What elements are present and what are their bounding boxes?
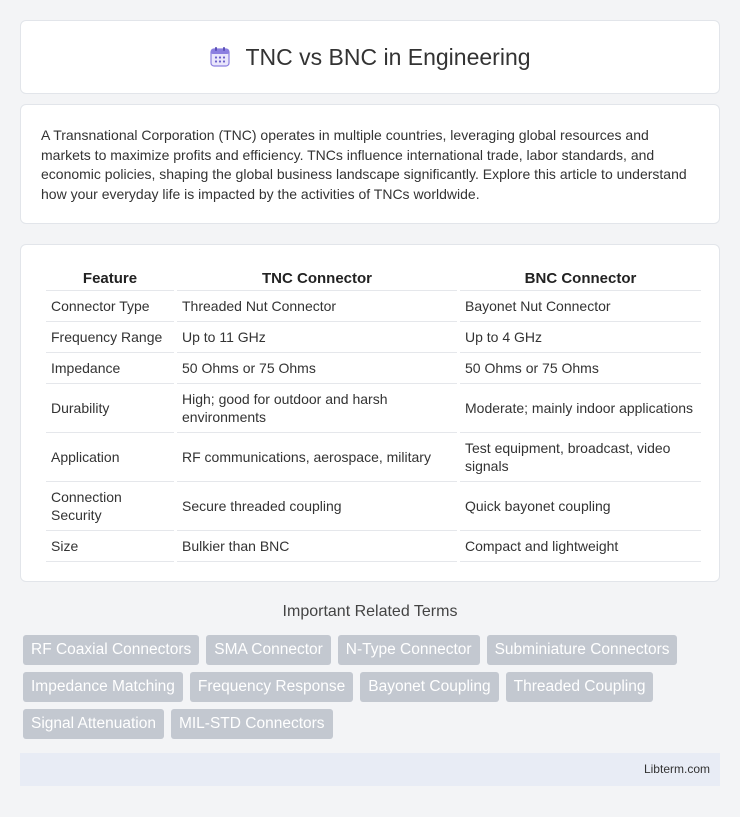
table-cell: Compact and lightweight [460, 531, 701, 562]
table-row [46, 322, 701, 353]
header [209, 44, 530, 71]
table-cell: Quick bayonet coupling [460, 482, 701, 531]
table-cell: Impedance [46, 353, 174, 384]
related-terms-list [23, 635, 723, 739]
term-tag[interactable]: Frequency Response [190, 672, 353, 702]
column-header-feature: Feature [46, 265, 174, 291]
term-tag[interactable]: Impedance Matching [23, 672, 183, 702]
table-cell: Application [46, 433, 174, 482]
table-cell: RF communications, aerospace, military [177, 433, 457, 482]
related-terms-heading: Important Related Terms [282, 603, 458, 620]
table-row [46, 384, 701, 433]
table-cell: 50 Ohms or 75 Ohms [460, 353, 701, 384]
table-cell: Threaded Nut Connector [177, 291, 457, 322]
term-tag[interactable]: Subminiature Connectors [487, 635, 678, 665]
table-cell: Up to 4 GHz [460, 322, 701, 353]
table-row [46, 482, 701, 531]
page-title: TNC vs BNC in Engineering [245, 43, 531, 70]
term-tag[interactable]: MIL-STD Connectors [171, 709, 333, 739]
comparison-table [43, 265, 704, 562]
term-tag[interactable]: Signal Attenuation [23, 709, 164, 739]
table-row [46, 433, 701, 482]
term-tag[interactable]: Bayonet Coupling [360, 672, 498, 702]
table-header-row [46, 265, 701, 291]
table-cell: Durability [46, 384, 174, 433]
intro-paragraph: A Transnational Corporation (TNC) operates in multiple countries, leveraging global resources and markets to maximize profits and efficiency. TNCs influence international trade, labor standards, and economic policies, shaping the global business landscape significantly. Explore this article to understand how your everyday life is impacted by the activities of TNCs worldwide. [41, 127, 687, 202]
intro-card [20, 104, 720, 224]
term-tag[interactable]: N-Type Connector [338, 635, 480, 665]
column-header-tnc: TNC Connector [177, 265, 457, 291]
table-cell: Test equipment, broadcast, video signals [460, 433, 701, 482]
footer-site-link[interactable]: Libterm.com [643, 762, 710, 776]
term-tag[interactable]: SMA Connector [206, 635, 331, 665]
table-cell: Connector Type [46, 291, 174, 322]
table-row [46, 353, 701, 384]
calendar-icon [209, 46, 231, 68]
column-header-bnc: BNC Connector [460, 265, 701, 291]
table-row [46, 291, 701, 322]
term-tag[interactable]: Threaded Coupling [506, 672, 654, 702]
footer [20, 753, 720, 786]
table-row [46, 531, 701, 562]
table-cell: Moderate; mainly indoor applications [460, 384, 701, 433]
table-cell: Frequency Range [46, 322, 174, 353]
comparison-table-card [20, 244, 720, 582]
table-cell: Size [46, 531, 174, 562]
table-cell: 50 Ohms or 75 Ohms [177, 353, 457, 384]
table-cell: Bayonet Nut Connector [460, 291, 701, 322]
table-cell: High; good for outdoor and harsh environments [177, 384, 457, 433]
term-tag[interactable]: RF Coaxial Connectors [23, 635, 199, 665]
table-cell: Connection Security [46, 482, 174, 531]
header-card [20, 20, 720, 94]
table-cell: Secure threaded coupling [177, 482, 457, 531]
table-cell: Up to 11 GHz [177, 322, 457, 353]
table-cell: Bulkier than BNC [177, 531, 457, 562]
